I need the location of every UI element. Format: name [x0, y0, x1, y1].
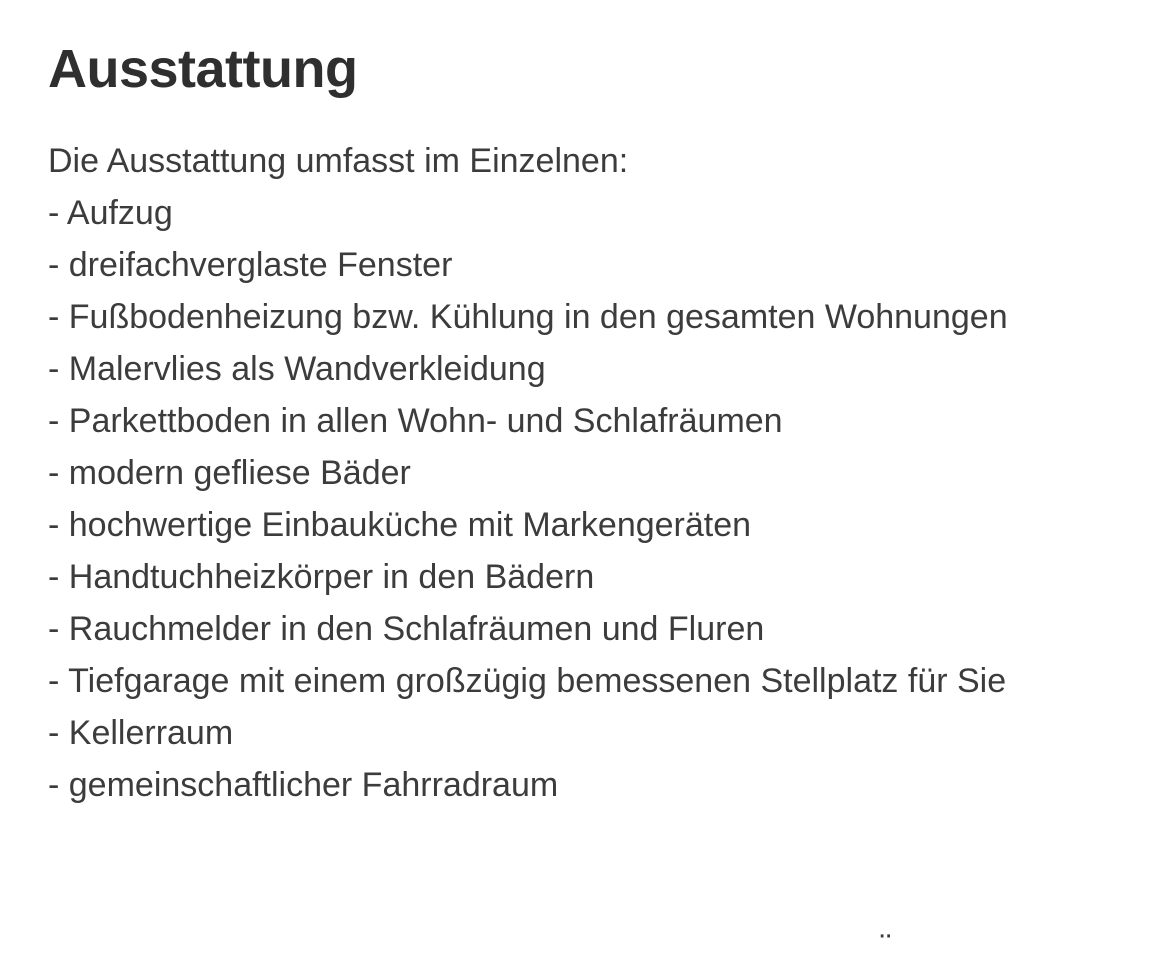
- list-item: - Fußbodenheizung bzw. Kühlung in den gesamten Wohnungen: [48, 298, 1008, 337]
- list-item: - dreifachverglaste Fenster: [48, 246, 453, 285]
- list-item: - Tiefgarage mit einem großzügig bemessenen Stellplatz für Sie: [48, 662, 1007, 701]
- equipment-list: [48, 135, 1122, 811]
- list-item: - hochwertige Einbauküche mit Markengeräten: [48, 506, 752, 545]
- list-item: - gemeinschaftlicher Fahrradraum: [48, 766, 559, 805]
- clipped-next-line: ¨: [880, 928, 892, 966]
- list-item: - Aufzug: [48, 194, 173, 233]
- list-item: - modern gefliese Bäder: [48, 454, 411, 493]
- list-intro: Die Ausstattung umfasst im Einzelnen:: [48, 142, 629, 181]
- list-item: - Handtuchheizkörper in den Bädern: [48, 558, 595, 597]
- list-item: - Malervlies als Wandverkleidung: [48, 350, 546, 389]
- list-item: - Rauchmelder in den Schlafräumen und Fluren: [48, 610, 765, 649]
- page-title: Ausstattung: [48, 39, 358, 99]
- list-item: - Parkettboden in allen Wohn- und Schlafräumen: [48, 402, 783, 441]
- list-item: - Kellerraum: [48, 714, 234, 753]
